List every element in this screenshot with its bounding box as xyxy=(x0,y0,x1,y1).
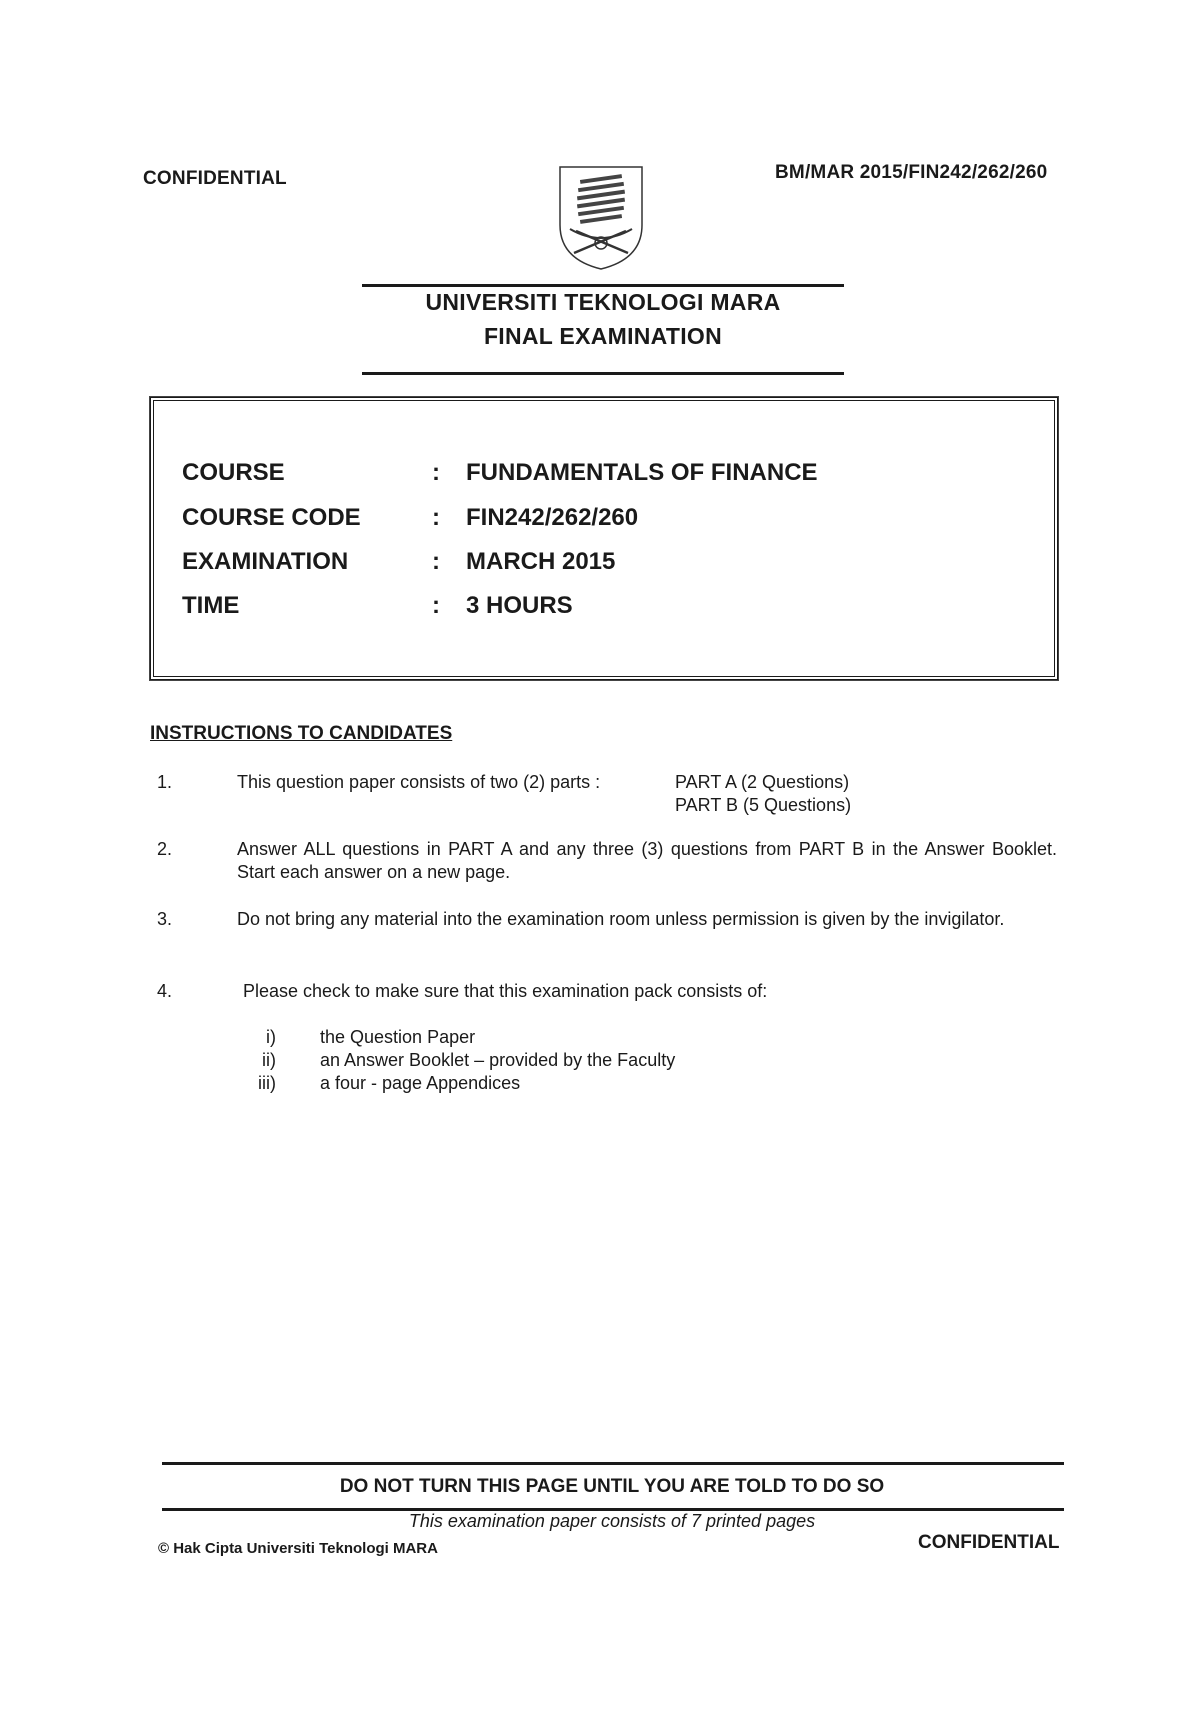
pack-item-numeral: i) xyxy=(266,1027,276,1047)
pack-item-numeral: ii) xyxy=(262,1050,276,1070)
separator: : xyxy=(432,504,440,531)
pack-item-text: a four - page Appendices xyxy=(320,1073,521,1093)
part-b-label: PART B (5 Questions) xyxy=(675,795,852,815)
exam-type: FINAL EXAMINATION xyxy=(483,323,723,349)
part-a-label: PART A (2 Questions) xyxy=(675,772,850,792)
footer-notice: DO NOT TURN THIS PAGE UNTIL YOU ARE TOLD TO DO SO xyxy=(339,1476,885,1497)
header-paper-code: BM/MAR 2015/FIN242/262/260 xyxy=(775,162,1048,183)
separator: : xyxy=(432,548,440,575)
instruction-number: 4. xyxy=(157,981,173,1001)
time-label: TIME xyxy=(182,592,240,619)
instruction-text: Do not bring any material into the examination room unless permission is given by the invigilator. xyxy=(237,909,1005,929)
pack-item-text: the Question Paper xyxy=(320,1027,476,1047)
course-code-label: COURSE CODE xyxy=(182,504,361,531)
page-count-note: This examination paper consists of 7 printed pages xyxy=(408,1511,816,1531)
instruction-number: 3. xyxy=(157,909,173,929)
header-confidential: CONFIDENTIAL xyxy=(143,168,287,189)
instruction-number: 2. xyxy=(157,839,173,859)
instruction-text: Please check to make sure that this examination pack consists of: xyxy=(243,981,768,1001)
instructions-title: INSTRUCTIONS TO CANDIDATES xyxy=(150,723,453,744)
time-value: 3 HOURS xyxy=(466,592,573,619)
instruction-text: Answer ALL questions in PART A and any three (3) questions from PART B in the Answer Booklet. Start each answer on a new page. xyxy=(237,839,1057,882)
separator: : xyxy=(432,459,440,486)
institution-heading xyxy=(362,285,844,353)
pack-item-text: an Answer Booklet – provided by the Faculty xyxy=(320,1050,676,1070)
course-value: FUNDAMENTALS OF FINANCE xyxy=(466,459,818,486)
course-label: COURSE xyxy=(182,459,285,486)
footer-rule-top xyxy=(162,1462,1064,1465)
university-crest-icon xyxy=(556,163,646,273)
pack-item-numeral: iii) xyxy=(258,1073,276,1093)
separator: : xyxy=(432,592,440,619)
examination-value: MARCH 2015 xyxy=(466,548,616,575)
university-name: UNIVERSITI TEKNOLOGI MARA xyxy=(425,289,781,315)
course-info-box xyxy=(150,397,1058,680)
course-code-value: FIN242/262/260 xyxy=(466,504,639,531)
footer-confidential: CONFIDENTIAL xyxy=(918,1532,1060,1553)
instruction-number: 1. xyxy=(157,772,173,792)
instruction-text: This question paper consists of two (2) parts : xyxy=(237,772,601,792)
copyright-note: © Hak Cipta Universiti Teknologi MARA xyxy=(158,1540,438,1557)
examination-label: EXAMINATION xyxy=(182,548,349,575)
